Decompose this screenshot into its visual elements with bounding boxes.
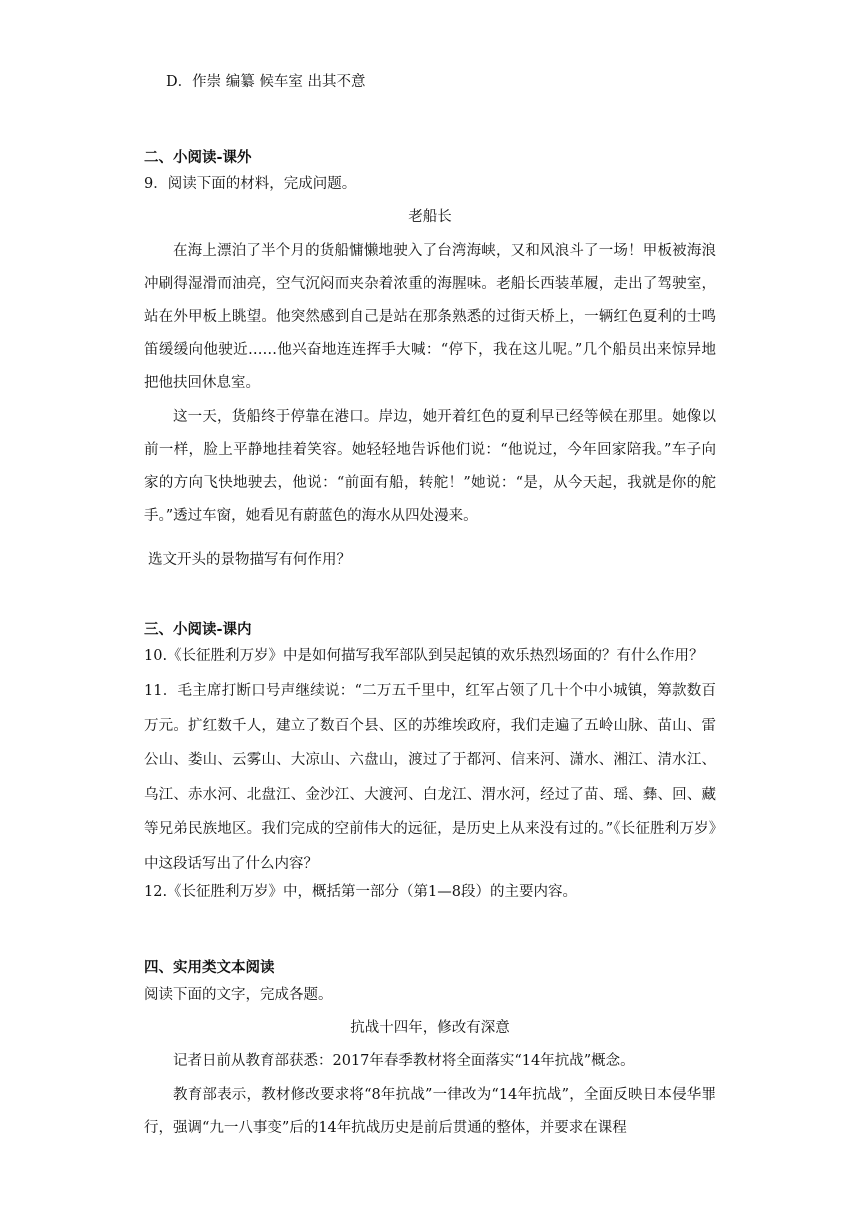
section-4-paragraph-2: 教育部表示，教材修改要求将“8年抗战”一律改为“14年抗战”，全面反映日本侵华罪行，强调“九一八事变”后的14年抗战历史是前后贯通的整体，并要求在课程 (144, 1087, 716, 1136)
section-4-prompt: 阅读下面的文字，完成各题。 (144, 987, 333, 1003)
section-3-heading: 三、小阅读-课内 (144, 622, 252, 638)
article-title-old-captain: 老船长 (408, 209, 452, 225)
section-4-paragraph-1: 记者日前从教育部获悉：2017年春季教材将全面落实“14年抗战”概念。 (173, 1053, 635, 1069)
article-title-14-years: 抗战十四年，修改有深意 (350, 1020, 510, 1036)
question-10: 10.《长征胜利万岁》中是如何描写我军部队到吴起镇的欢乐热烈场面的？有什么作用？ (144, 648, 704, 664)
section-4-heading: 四、实用类文本阅读 (144, 960, 275, 976)
article-paragraph-2: 这一天，货船终于停靠在港口。岸边，她开着红色的夏利早已经等候在那里。她像以前一样，脸上平静地挂着笑容。她轻轻地告诉他们说：“他说过，今年回家陪我。”车子向家的方向飞快地驶去，他说：“前面有船，转舵！”她说：“是，从今天起，我就是你的舵手。”透过车窗，她看见有蔚蓝色的海水从四处漫来。 (144, 409, 716, 524)
article-paragraph-1: 在海上漂泊了半个月的货船慵懒地驶入了台湾海峡，又和风浪斗了一场！甲板被海浪冲刷得湿滑而油亮，空气沉闷而夹杂着浓重的海腥味。老船长西装革履，走出了驾驶室，站在外甲板上眺望。他突然感到自己是站在那条熟悉的过街天桥上，一辆红色夏利的士鸣笛缓缓向他驶近……他兴奋地连连挥手大喊：“停下，我在这儿呢。”几个船员出来惊异地把他扶回休息室。 (144, 243, 716, 391)
section-2-heading: 二、小阅读-课外 (144, 150, 252, 166)
question-9-text: 选文开头的景物描写有何作用？ (148, 552, 351, 568)
question-9-prompt: 9．阅读下面的材料，完成问题。 (144, 176, 357, 192)
question-11: 11．毛主席打断口号声继续说：“二万五千里中，红军占领了几十个中小城镇，筹款数百万元。扩红数千人，建立了数百个县、区的苏维埃政府，我们走遍了五岭山脉、苗山、雷公山、娄山、云雾山、大凉山、六盘山，渡过了于都河、信来河、潇水、湘江、清水江、乌江、赤水河、北盘江、金沙江、大渡河、白龙江、渭水河，经过了苗、瑶、彝、回、藏等兄弟民族地区。我们完成的空前伟大的远征，是历史上从来没有过的。”《长征胜利万岁》中这段话写出了什么内容？ (144, 683, 716, 872)
question-12: 12.《长征胜利万岁》中，概括第一部分（第1—8段）的主要内容。 (144, 884, 578, 900)
option-d: D．作崇 编纂 候车室 出其不意 (166, 74, 366, 90)
